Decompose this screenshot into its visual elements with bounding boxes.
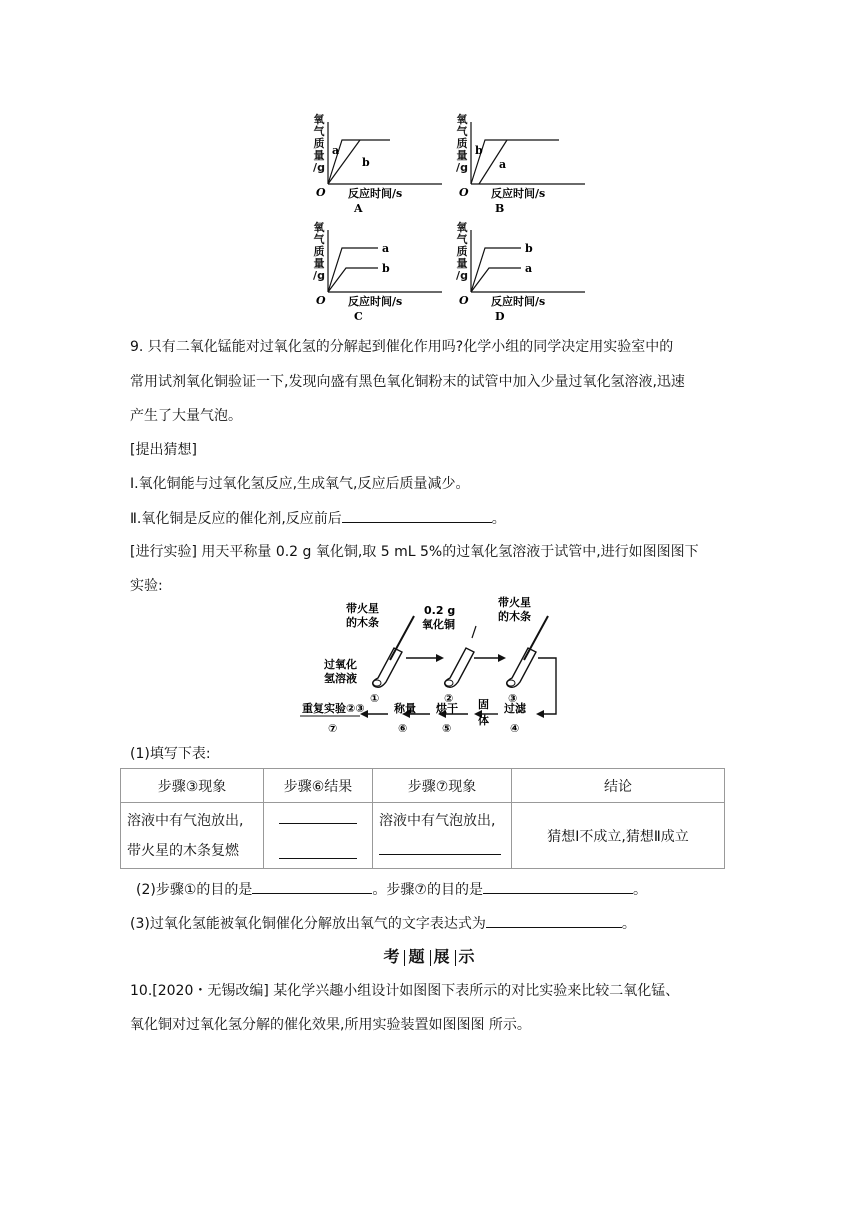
answer-blank[interactable]	[342, 508, 492, 523]
svg-text:过氧化: 过氧化	[324, 658, 357, 671]
table-row	[121, 803, 725, 869]
answer-blank[interactable]	[279, 844, 357, 859]
section-title: 考 题 展 示	[383, 947, 477, 966]
svg-text:重复实验②③: 重复实验②③	[302, 702, 365, 715]
q9-line-1: 9. 只有二氧化锰能对过氧化氢的分解起到催化作用吗?化学小组的同学决定用实验室中的	[130, 339, 674, 355]
graph-panel-b	[455, 114, 695, 214]
line-label-second: b	[362, 156, 370, 169]
line-label-first: a	[332, 144, 340, 157]
svg-text:的木条: 的木条	[498, 610, 531, 623]
q10-line-1: 10.[2020・无锡改编] 某化学兴趣小组设计如图图下表所示的对比实验来比较二氧化锰、	[130, 983, 680, 999]
svg-text:a: a	[525, 262, 533, 275]
panel-caption: A	[354, 202, 363, 215]
svg-text:反应时间/s: 反应时间/s	[491, 187, 546, 200]
hypothesis-heading: [提出猜想]	[130, 442, 197, 458]
svg-text:称量: 称量	[394, 702, 416, 715]
q9-line-3: 产生了大量气泡。	[130, 408, 242, 424]
graph-plot	[455, 114, 695, 214]
svg-text:③: ③	[508, 692, 518, 705]
table-cell: 溶液中有气泡放出,	[373, 803, 512, 869]
table-cell	[264, 803, 373, 869]
panel-caption: B	[495, 202, 505, 215]
results-table	[120, 768, 725, 869]
svg-text:⑦: ⑦	[328, 722, 338, 735]
experiment-line-1: [进行实验] 用天平称量 0.2 g 氧化铜,取 5 mL 5%的过氧化氢溶液于试管中,进行如图图图下	[130, 544, 699, 560]
svg-text:反应时间/s: 反应时间/s	[348, 187, 403, 200]
svg-text:O: O	[459, 294, 469, 307]
svg-text:a: a	[499, 158, 507, 171]
graph-y-label: 氧 气 质 量 /g	[456, 113, 468, 174]
svg-text:⑥: ⑥	[398, 722, 408, 735]
svg-text:a: a	[382, 242, 390, 255]
sub-question-1: (1)填写下表:	[130, 746, 211, 762]
svg-text:①: ①	[370, 692, 380, 705]
svg-text:O: O	[459, 186, 469, 199]
answer-blank[interactable]	[252, 879, 372, 894]
panel-caption: D	[495, 310, 505, 323]
svg-text:反应时间/s: 反应时间/s	[491, 295, 546, 308]
panel-caption: C	[354, 310, 363, 323]
graph-y-label: 氧 气 质 量 /g	[456, 221, 468, 282]
svg-text:氢溶液: 氢溶液	[324, 672, 357, 685]
test-tube-2	[445, 626, 476, 687]
hypothesis-2: Ⅱ.氧化铜是反应的催化剂,反应前后 。	[130, 508, 506, 529]
table-cell: 猜想Ⅰ不成立,猜想Ⅱ成立	[512, 803, 725, 869]
answer-blank[interactable]	[379, 840, 501, 855]
svg-text:②: ②	[444, 692, 454, 705]
svg-text:带火星: 带火星	[498, 596, 531, 609]
hypothesis-1: Ⅰ.氧化铜能与过氧化氢反应,生成氧气,反应后质量减少。	[130, 476, 470, 492]
sub-question-2: (2)步骤①的目的是 。步骤⑦的目的是 。	[136, 879, 647, 900]
svg-text:氧化铜: 氧化铜	[422, 618, 455, 631]
graph-panel-d	[455, 222, 695, 322]
svg-text:O: O	[316, 294, 326, 307]
table-header: 步骤⑥结果	[264, 769, 373, 803]
answer-blank[interactable]	[483, 879, 633, 894]
answer-blank[interactable]	[486, 913, 622, 928]
graph-y-label: 氧 气 质 量 /g	[313, 113, 325, 174]
svg-text:固: 固	[478, 698, 489, 711]
q9-line-2: 常用试剂氧化铜验证一下,发现向盛有黑色氧化铜粉末的试管中加入少量过氧化氢溶液,迅速	[130, 374, 685, 390]
svg-text:反应时间/s: 反应时间/s	[348, 295, 403, 308]
q10-line-2: 氧化铜对过氧化氢分解的催化效果,所用实验装置如图图图 所示。	[130, 1017, 531, 1033]
svg-text:b: b	[475, 144, 483, 157]
graph-y-label: 氧 气 质 量 /g	[313, 221, 325, 282]
test-tube-3	[507, 616, 548, 687]
svg-text:⑤: ⑤	[442, 722, 452, 735]
svg-text:0.2 g: 0.2 g	[424, 604, 456, 617]
experiment-line-2: 实验:	[130, 578, 163, 594]
answer-blank[interactable]	[279, 809, 357, 824]
svg-text:④: ④	[510, 722, 520, 735]
svg-text:的木条: 的木条	[346, 616, 379, 629]
svg-text:b: b	[525, 242, 533, 255]
table-header-row	[121, 769, 725, 803]
experiment-apparatus-diagram	[298, 598, 568, 738]
svg-text:烘干: 烘干	[436, 702, 458, 715]
svg-text:O: O	[316, 186, 326, 199]
svg-text:b: b	[382, 262, 390, 275]
table-cell: 溶液中有气泡放出, 带火星的木条复燃	[121, 803, 264, 869]
table-header: 步骤③现象	[121, 769, 264, 803]
sub-question-3: (3)过氧化氢能被氧化铜催化分解放出氧气的文字表达式为 。	[130, 913, 636, 934]
svg-text:过滤: 过滤	[504, 702, 526, 715]
table-header: 步骤⑦现象	[373, 769, 512, 803]
graph-plot	[455, 222, 695, 322]
svg-text:带火星: 带火星	[346, 602, 379, 615]
svg-text:体: 体	[478, 714, 489, 727]
table-header: 结论	[512, 769, 725, 803]
